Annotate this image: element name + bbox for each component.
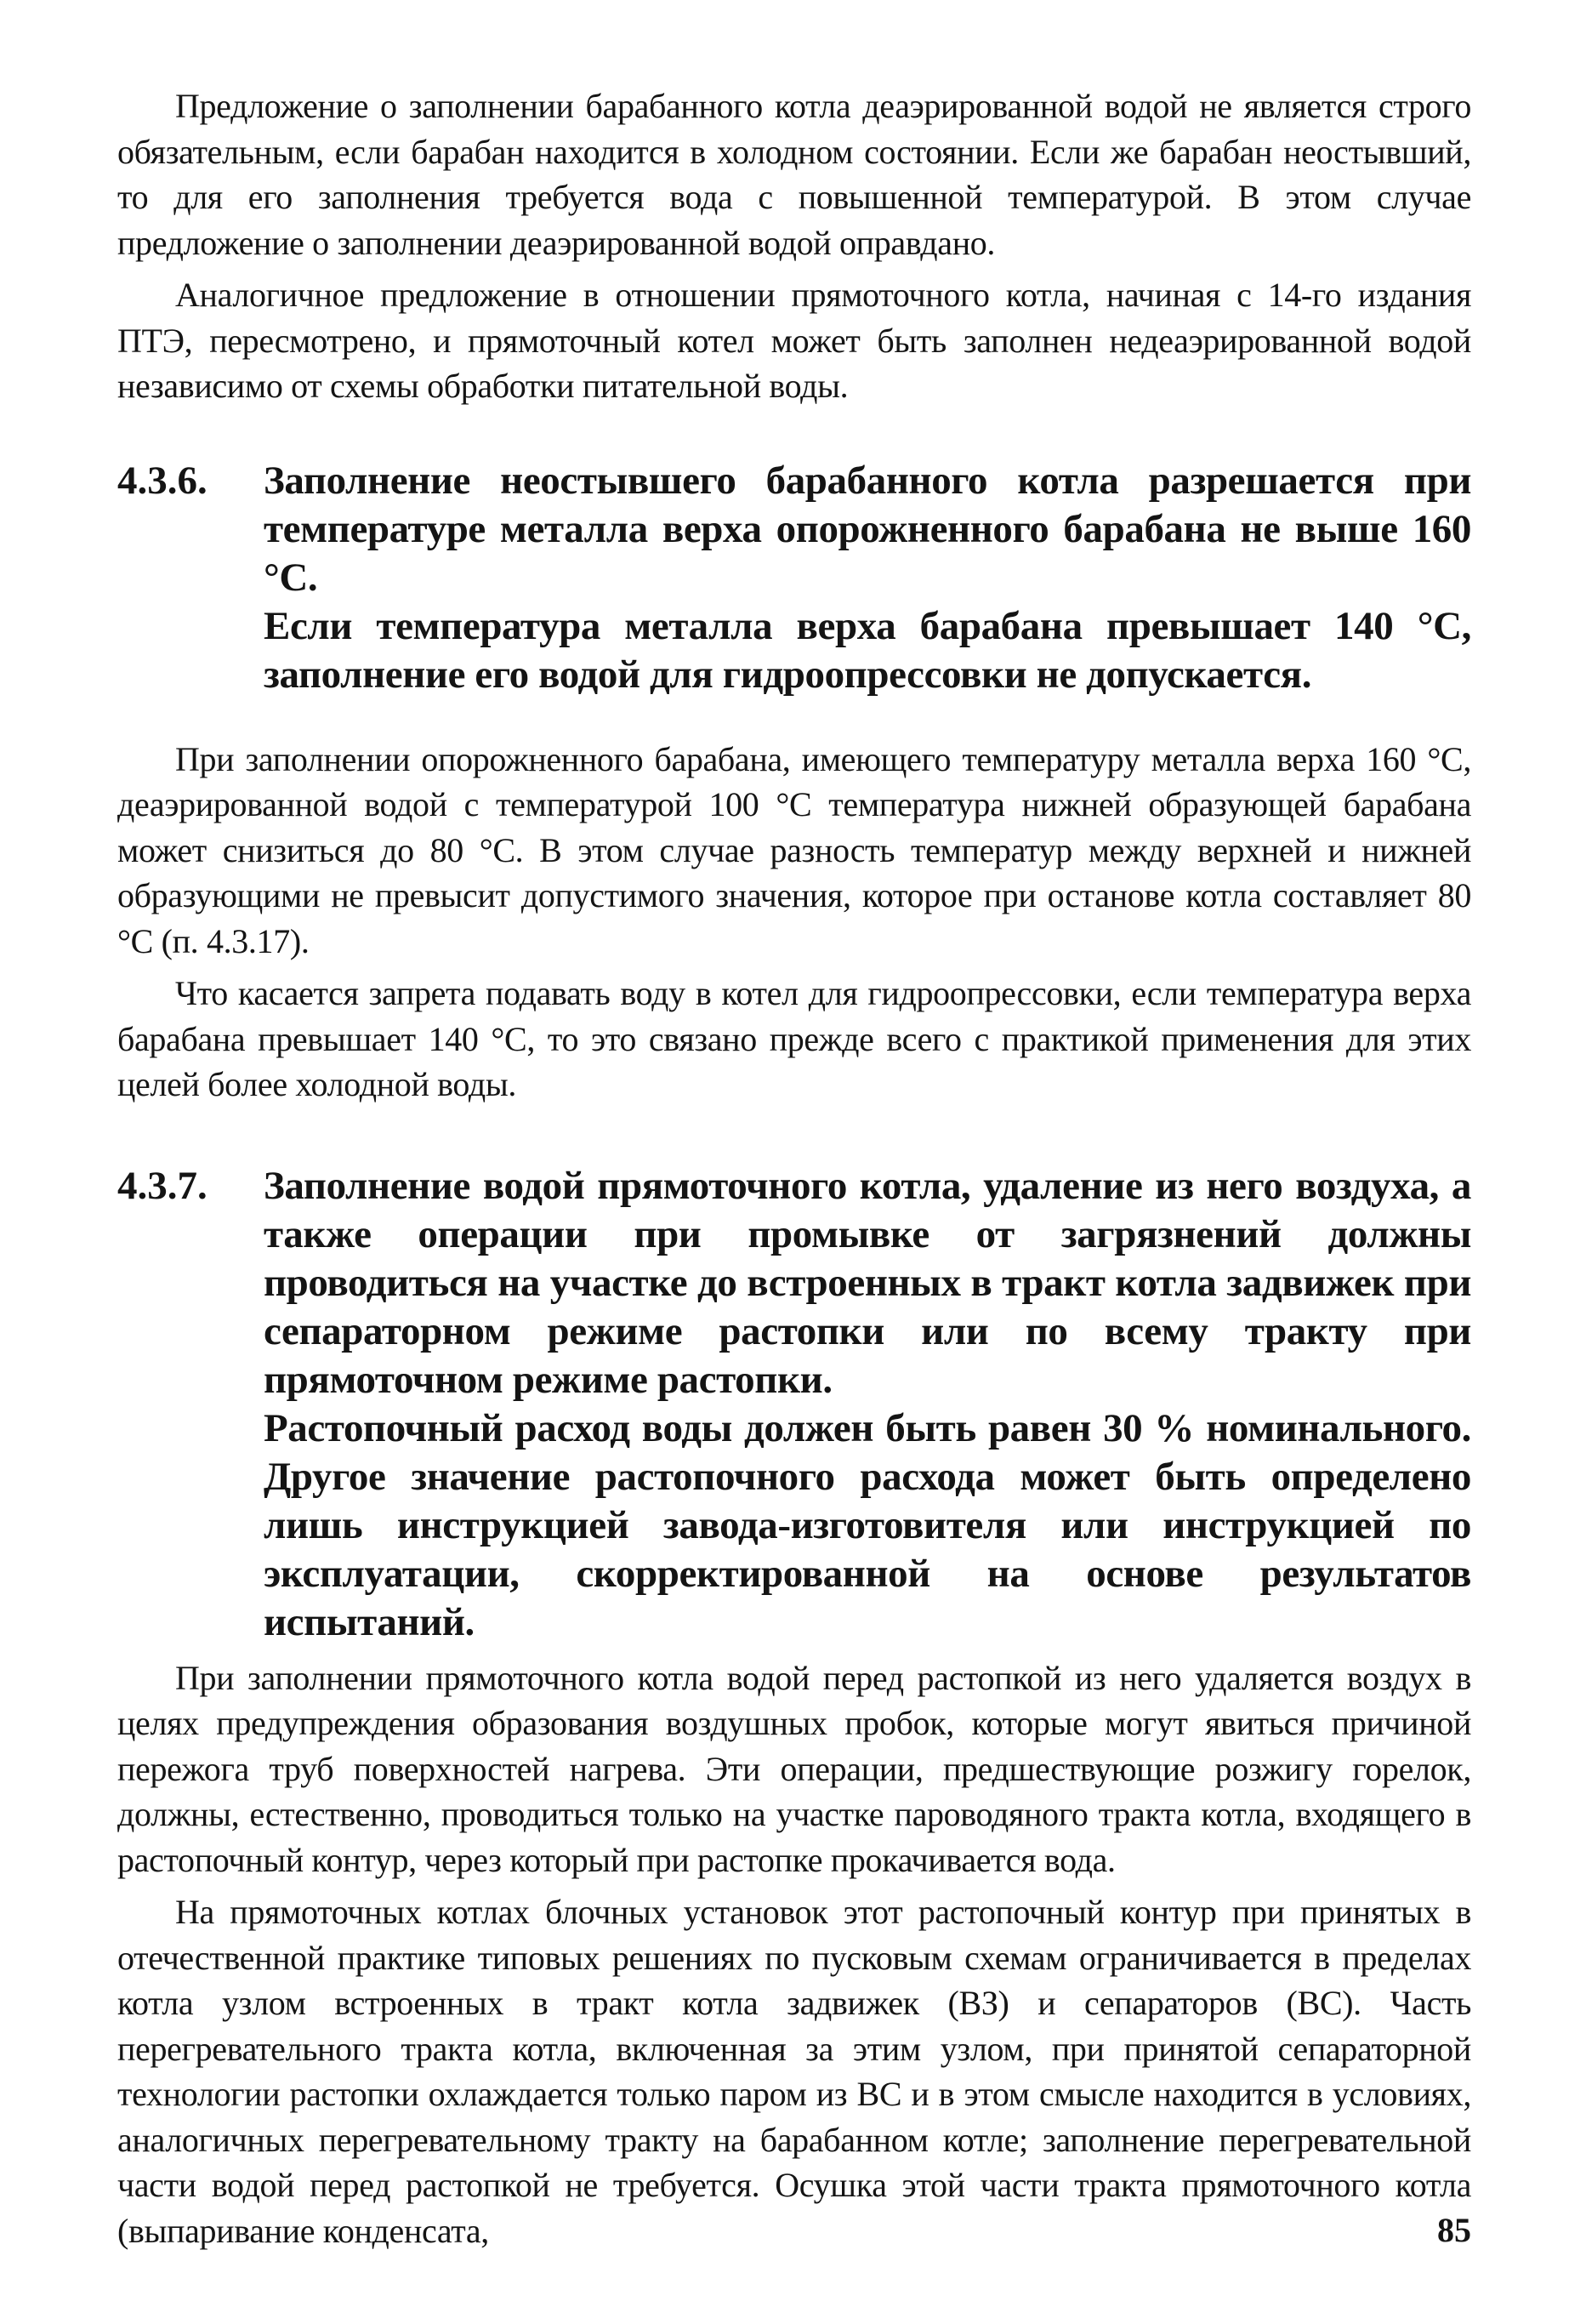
clause-number: 4.3.6. [117, 458, 207, 503]
clause-4-3-7 [117, 1162, 1471, 1647]
page-number: 85 [1437, 2211, 1471, 2249]
clause-rule-2: Растопочный расход воды должен быть равен 30 % номинального. Другое значение растопочного расхода может быть определено лишь инструкцией завода-изготовителя или инструкцией по эксплуатации, скорректированной на основе результатов испытаний. [264, 1405, 1471, 1644]
clause-4-3-6 [117, 457, 1471, 699]
page-body [117, 83, 1471, 2253]
clause-rule-2: Если температура металла верха барабана превышает 140 °С, заполнение его водой для гидроопрессовки не допускается. [264, 603, 1471, 697]
clause-number: 4.3.7. [117, 1163, 207, 1208]
intro-paragraph-1: Предложение о заполнении барабанного котла деаэрированной водой не является строго обязательным, если барабан находится в холодном состоянии. Если же барабан неостывший, то для его заполнения требуется вода с повышенной температурой. В этом случае предложение о заполнении деаэрированной водой оправдано. [117, 87, 1471, 262]
clause-4-3-7-comment-2: На прямоточных котлах блочных установок этот растопочный контур при принятых в отечественной практике типовых решениях по пусковым схемам ограничивается в пределах котла узлом встроенных в тракт котла задвижек (ВЗ) и сепараторов (ВС). Часть перегревательного тракта котла, включенная за этим узлом, при принятой сепараторной технологии растопки охлаждается только паром из ВС и в этом смысле находится в условиях, аналогичных перегревательному тракту на барабанном котле; заполнение перегревательной части водой перед растопкой не требуется. Осушка этой части тракта прямоточного котла (выпаривание конденсата, [117, 1893, 1471, 2250]
clause-4-3-6-comment-2: Что касается запрета подавать воду в котел для гидроопрессовки, если температура верха барабана превышает 140 °С, то это связано прежде всего с практикой применения для этих целей более холодной воды. [117, 974, 1471, 1103]
clause-4-3-6-comment-1: При заполнении опорожненного барабана, имеющего температуру металла верха 160 °С, деаэрированной водой с температурой 100 °С температура нижней образующей барабана может снизиться до 80 °С. В этом случае разность температур между верхней и нижней образующими не превысит допустимого значения, которое при останове котла составляет 80 °С (п. 4.3.17). [117, 739, 1471, 960]
clause-4-3-7-comment-1: При заполнении прямоточного котла водой перед растопкой из него удаляется воздух в целях предупреждения образования воздушных пробок, которые могут явиться причиной пережога труб поверхностей нагрева. Эти операции, предшествующие розжигу горелок, должны, естественно, проводиться только на участке пароводяного тракта котла, входящего в растопочный контур, через который при растопке прокачивается вода. [117, 1658, 1471, 1879]
intro-paragraph-2: Аналогичное предложение в отношении прямоточного котла, начиная с 14-го издания ПТЭ, пересмотрено, и прямоточный котел может быть заполнен недеаэрированной водой независимо от схемы обработки питательной воды. [117, 276, 1471, 405]
clause-rule-1: Заполнение неостывшего барабанного котла разрешается при температуре металла верха опорожненного барабана не выше 160 °С. [264, 458, 1471, 600]
clause-rule-1: Заполнение водой прямоточного котла, удаление из него воздуха, а также операции при промывке от загрязнений должны проводиться на участке до встроенных в тракт котла задвижек при сепараторном режиме растопки или по всему тракту при прямоточном режиме растопки. [264, 1163, 1471, 1402]
